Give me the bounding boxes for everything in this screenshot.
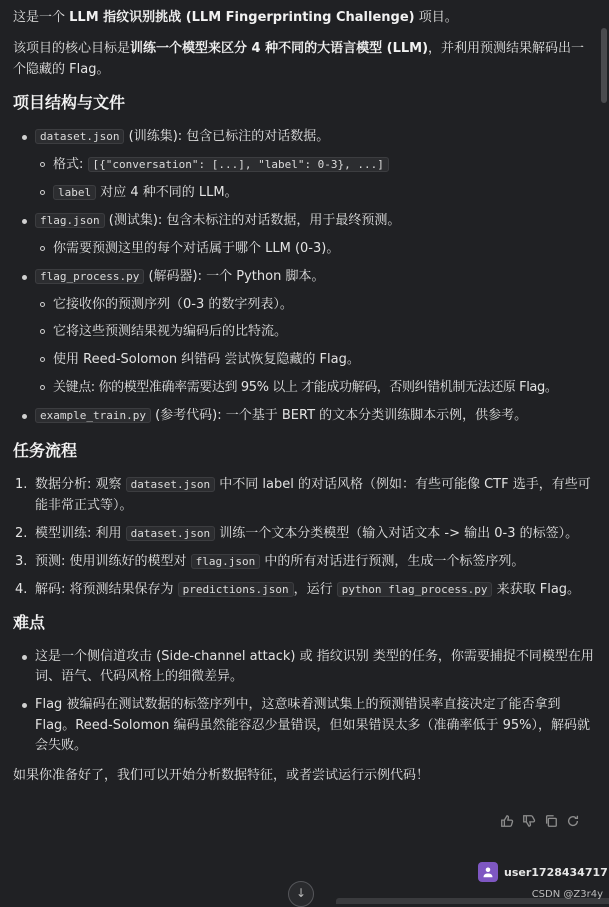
message-actions: [500, 814, 580, 828]
list-item: 你需要预测这里的每个对话属于哪个 LLM (0-3)。: [53, 239, 339, 259]
thumbs-down-icon[interactable]: [522, 814, 536, 828]
code-flag: flag.json: [191, 554, 261, 569]
section-title-difficulties: 难点: [13, 613, 46, 632]
thumbs-up-icon[interactable]: [500, 814, 514, 828]
list-item: label 对应 4 种不同的 LLM。: [53, 183, 238, 203]
refresh-icon[interactable]: [566, 814, 580, 828]
list-item: 2. 模型训练: 利用 dataset.json 训练一个文本分类模型（输入对话文本 -> 输出 0-3 的标签）。: [15, 526, 579, 541]
section-title-files: 项目结构与文件: [13, 93, 126, 112]
list-item: flag_process.py (解码器): 一个 Python 脚本。: [35, 267, 324, 287]
code-predictions: predictions.json: [178, 582, 294, 597]
list-item: 它将这些预测结果视为编码后的比特流。: [53, 322, 287, 342]
user-icon: [482, 866, 494, 878]
intro-line-1: 这是一个 LLM 指纹识别挑战 (LLM Fingerprinting Challenge) 项目。: [13, 10, 458, 25]
list-item: dataset.json (训练集): 包含已标注的对话数据。: [35, 127, 329, 147]
code-format: [{"conversation": [...], "label": 0-3}, ...]: [88, 157, 389, 172]
list-item-continued: 词、语气、代码风格上的细微差异。: [35, 669, 244, 684]
list-item-continued: Flag。Reed-Solomon 编码虽然能容忍少量错误，但如果错误太多（准确率低于 95%），解码就: [35, 718, 590, 733]
code-example-train: example_train.py: [35, 408, 151, 423]
user-badge[interactable]: [478, 862, 608, 882]
scroll-down-button[interactable]: [288, 881, 314, 907]
list-item: 它接收你的预测序列（0-3 的数字列表）。: [53, 295, 293, 315]
username: user1728434717: [504, 865, 608, 879]
code-command: python flag_process.py: [337, 582, 493, 597]
code-dataset: dataset.json: [126, 477, 215, 492]
list-item: 关键点: 你的模型准确率需要达到 95% 以上 才能成功解码，否则纠错机制无法还原 Flag。: [53, 378, 557, 398]
watermark: CSDN @Z3r4y: [531, 889, 603, 900]
list-item: 4. 解码: 将预测结果保存为 predictions.json ，运行 python flag_process.py 来获取 Flag。: [15, 582, 581, 597]
avatar: [478, 862, 498, 882]
scrollbar-thumb[interactable]: [601, 28, 607, 103]
list-item: example_train.py (参考代码): 一个基于 BERT 的文本分类训练脚本示例，供参考。: [35, 406, 527, 426]
code-label: label: [53, 185, 96, 200]
list-item: 使用 Reed-Solomon 纠错码 尝试恢复隐藏的 Flag。: [53, 350, 360, 370]
list-item: 这是一个侧信道攻击 (Side-channel attack) 或 指纹识别 类型的任务，你需要捕捉不同模型在用: [35, 647, 594, 667]
code-flag-process: flag_process.py: [35, 269, 144, 284]
code-dataset: dataset.json: [126, 526, 215, 541]
list-item-continued: 能非常正式等）。: [35, 498, 133, 513]
list-item: 3. 预测: 使用训练好的模型对 flag.json 中的所有对话进行预测，生成一个标签序列。: [15, 554, 525, 569]
code-flag: flag.json: [35, 213, 105, 228]
code-dataset: dataset.json: [35, 129, 124, 144]
intro-line-3: 个隐藏的 Flag。: [13, 62, 110, 77]
closing-text: 如果你准备好了，我们可以开始分析数据特征，或者尝试运行示例代码！: [13, 768, 430, 783]
intro-line-2: 该项目的核心目标是训练一个模型来区分 4 种不同的大语言模型 (LLM)，并利用预测结果解码出一: [13, 41, 585, 56]
list-item: Flag 被编码在测试数据的标签序列中，这意味着测试集上的预测错误率直接决定了能否拿到: [35, 695, 560, 715]
list-item: 1. 数据分析: 观察 dataset.json 中不同 label 的对话风格（例如：有些可能像 CTF 选手，有些可: [15, 477, 591, 492]
arrow-down-icon: ↓: [295, 886, 307, 900]
copy-icon[interactable]: [544, 814, 558, 828]
section-title-workflow: 任务流程: [13, 441, 78, 460]
list-item: flag.json (测试集): 包含未标注的对话数据，用于最终预测。: [35, 211, 400, 231]
list-item-continued: 会失败。: [35, 738, 88, 753]
list-item: 格式: [{"conversation": [...], "label": 0-3}, ...]: [53, 155, 389, 175]
